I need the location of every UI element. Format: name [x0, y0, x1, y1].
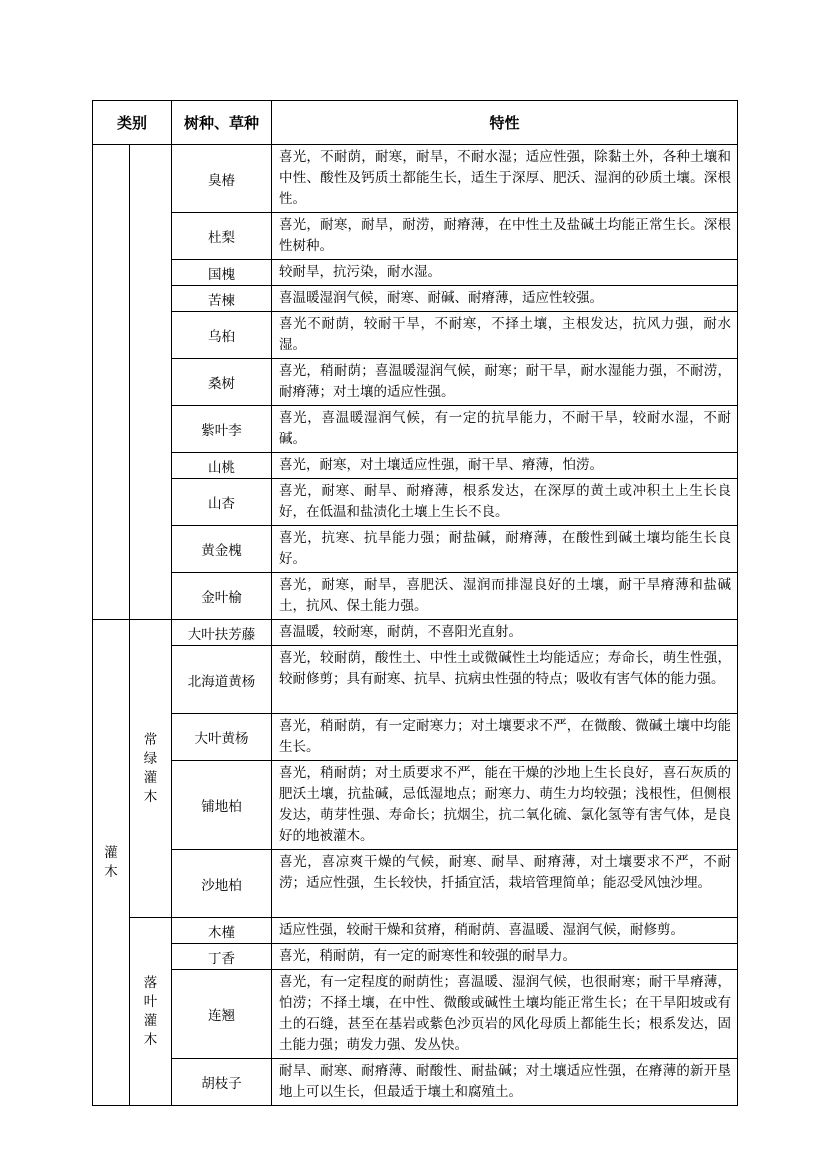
species-name: 黄金槐	[172, 526, 272, 573]
category-cell	[93, 145, 130, 620]
species-traits: 喜光，不耐荫，耐寒，耐旱，不耐水湿；适应性强，除黏土外，各种土壤和中性、酸性及钙质土都能生长，适生于深厚、肥沃、湿润的砂质土壤。深根性。	[272, 145, 738, 213]
species-traits: 耐旱、耐寒、耐瘠薄、耐酸性、耐盐碱；对土壤适应性强，在瘠薄的新开垦地上可以生长，但最适于壤土和腐殖土。	[272, 1059, 738, 1106]
species-name: 臭椿	[172, 145, 272, 213]
category-label: 灌 木	[104, 844, 118, 880]
species-traits: 喜光，有一定程度的耐荫性；喜温暖、湿润气候，也很耐寒；耐干旱瘠薄，怕涝；不择土壤，在中性、微酸或碱性土壤均能正常生长；在干旱阳坡或有土的石缝，甚至在基岩或紫色沙页岩的风化母质上都能生长；根系发达，固土能力强；萌发力强、发丛快。	[272, 970, 738, 1059]
table-row	[93, 944, 738, 970]
species-name: 木槿	[172, 918, 272, 944]
table-row	[93, 850, 738, 918]
species-traits: 喜光，稍耐荫；喜温暖湿润气候，耐寒；耐干旱，耐水湿能力强，不耐涝，耐瘠薄；对土壤的适应性强。	[272, 359, 738, 406]
table-row	[93, 479, 738, 526]
subcategory-label: 落 叶 灌 木	[143, 974, 158, 1048]
table-row	[93, 213, 738, 260]
species-name: 大叶扶芳藤	[172, 620, 272, 646]
species-traits: 喜光，稍耐荫，有一定耐寒力；对土壤要求不严，在微酸、微碱土壤中均能生长。	[272, 714, 738, 761]
species-name: 连翘	[172, 970, 272, 1059]
table-row	[93, 312, 738, 359]
table-row	[93, 918, 738, 944]
species-name: 丁香	[172, 944, 272, 970]
header-species: 树种、草种	[172, 101, 272, 145]
species-traits: 喜光，稍耐荫，有一定的耐寒性和较强的耐旱力。	[272, 944, 738, 970]
species-name: 乌桕	[172, 312, 272, 359]
species-name: 金叶榆	[172, 573, 272, 620]
species-traits-sheet	[92, 100, 737, 1106]
species-traits: 喜光，耐寒、耐旱、耐瘠薄，根系发达，在深厚的黄土或冲积土上生长良好，在低温和盐渍化土壤上生长不良。	[272, 479, 738, 526]
species-traits: 喜光，耐寒，耐旱，喜肥沃、湿润而排湿良好的土壤，耐干旱瘠薄和盐碱土，抗风、保土能力强。	[272, 573, 738, 620]
table-header-row	[93, 101, 738, 145]
header-category: 类别	[93, 101, 172, 145]
species-traits: 较耐旱，抗污染，耐水湿。	[272, 260, 738, 286]
species-traits: 喜光，稍耐荫；对土质要求不严，能在干燥的沙地上生长良好，喜石灰质的肥沃土壤，抗盐碱，忌低湿地点；耐寒力、萌生力均较强；浅根性，但侧根发达，萌芽性强、寿命长；抗烟尘，抗二氧化硫、氯化氢等有害气体，是良好的地被灌木。	[272, 761, 738, 850]
table-row	[93, 145, 738, 213]
subcategory-cell	[130, 620, 172, 918]
table-row	[93, 359, 738, 406]
header-traits: 特性	[272, 101, 738, 145]
species-traits: 喜光，喜温暖湿润气候，有一定的抗旱能力，不耐干旱，较耐水湿，不耐碱。	[272, 406, 738, 453]
table-row	[93, 286, 738, 312]
table-row	[93, 620, 738, 646]
species-traits: 喜温暖，较耐寒，耐荫，不喜阳光直射。	[272, 620, 738, 646]
species-traits: 适应性强，较耐干燥和贫瘠，稍耐荫、喜温暖、湿润气候，耐修剪。	[272, 918, 738, 944]
table-row	[93, 526, 738, 573]
species-name: 山杏	[172, 479, 272, 526]
species-name: 桑树	[172, 359, 272, 406]
species-traits: 喜光，抗寒、抗旱能力强；耐盐碱，耐瘠薄，在酸性到碱土壤均能生长良好。	[272, 526, 738, 573]
subcategory-label: 常 绿 灌 木	[143, 731, 158, 805]
species-name: 国槐	[172, 260, 272, 286]
species-traits: 喜温暖湿润气候，耐寒、耐碱、耐瘠薄，适应性较强。	[272, 286, 738, 312]
table-row	[93, 761, 738, 850]
species-traits: 喜光，耐寒，耐旱，耐涝，耐瘠薄，在中性土及盐碱土均能正常生长。深根性树种。	[272, 213, 738, 260]
species-name: 山桃	[172, 453, 272, 479]
species-name: 铺地柏	[172, 761, 272, 850]
species-name: 杜梨	[172, 213, 272, 260]
category-cell	[93, 620, 130, 1106]
species-name: 紫叶李	[172, 406, 272, 453]
table-row	[93, 1059, 738, 1106]
table-row	[93, 260, 738, 286]
table-row	[93, 646, 738, 714]
table-body	[93, 145, 738, 1106]
table-row	[93, 714, 738, 761]
species-traits-table	[92, 100, 738, 1106]
species-name: 沙地柏	[172, 850, 272, 918]
species-name: 胡枝子	[172, 1059, 272, 1106]
table-row	[93, 573, 738, 620]
species-traits: 喜光不耐荫，较耐干旱，不耐寒，不择土壤，主根发达，抗风力强，耐水湿。	[272, 312, 738, 359]
species-name: 大叶黄杨	[172, 714, 272, 761]
subcategory-cell	[130, 145, 172, 620]
species-traits: 喜光，较耐荫，酸性土、中性土或微碱性土均能适应；寿命长，萌生性强，较耐修剪；具有耐寒、抗旱、抗病虫性强的特点；吸收有害气体的能力强。	[272, 646, 738, 714]
species-name: 北海道黄杨	[172, 646, 272, 714]
table-row	[93, 453, 738, 479]
species-name: 苦楝	[172, 286, 272, 312]
table-row	[93, 406, 738, 453]
species-traits: 喜光，耐寒，对土壤适应性强，耐干旱、瘠薄，怕涝。	[272, 453, 738, 479]
species-traits: 喜光，喜凉爽干燥的气候，耐寒、耐旱、耐瘠薄，对土壤要求不严，不耐涝；适应性强，生长较快，扦插宜活，栽培管理简单；能忍受风蚀沙埋。	[272, 850, 738, 918]
table-row	[93, 970, 738, 1059]
subcategory-cell	[130, 918, 172, 1106]
